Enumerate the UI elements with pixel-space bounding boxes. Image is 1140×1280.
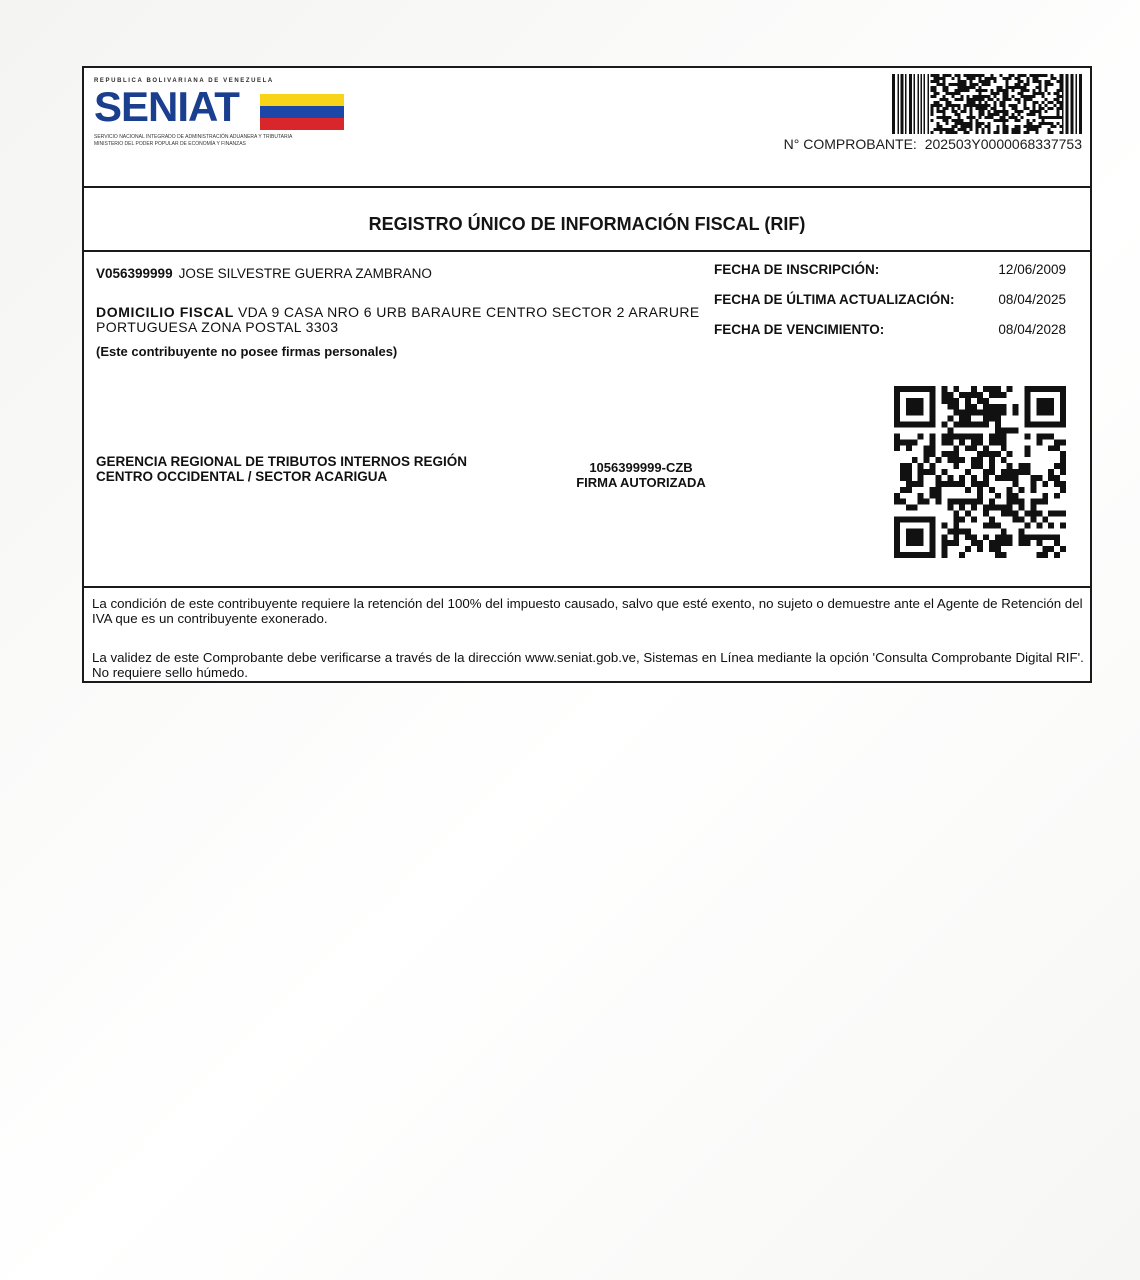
domicilio-fiscal [96,305,706,335]
date-value: 12/06/2009 [998,262,1066,277]
date-label: FECHA DE ÚLTIMA ACTUALIZACIÓN: [714,292,955,307]
date-row [714,322,1066,352]
comprobante-label: N° COMPROBANTE: [783,136,917,152]
domicilio-label: DOMICILIO FISCAL [96,304,234,320]
date-value: 08/04/2025 [998,292,1066,307]
flag-red [260,118,344,130]
date-label: FECHA DE VENCIMIENTO: [714,322,885,337]
taxpayer-name: JOSE SILVESTRE GUERRA ZAMBRANO [178,266,432,281]
logo-subtitle-1: SERVICIO NACIONAL INTEGRADO DE ADMINISTRACIÓN ADUANERA Y TRIBUTARIA [94,134,293,140]
signature-code: 1056399999-CZB [589,460,693,475]
comprobante-number [784,136,1082,152]
authorized-signature [546,460,736,490]
logo-subtitle-2: MINISTERIO DEL PODER POPULAR DE ECONOMÍA Y FINANZAS [94,141,246,147]
flag-stripes [260,94,344,130]
divider [84,186,1090,188]
rif-number: V056399999 [96,266,173,281]
date-value: 08/04/2028 [998,322,1066,337]
logo-wordmark: SENIAT [94,83,239,130]
rif-certificate [82,66,1092,683]
flag-yellow [260,94,344,106]
regional-office: GERENCIA REGIONAL DE TRIBUTOS INTERNOS REGIÓN CENTRO OCCIDENTAL / SECTOR ACARIGUA [96,454,468,484]
republic-text: REPUBLICA BOLIVARIANA DE VENEZUELA [94,78,274,84]
document-title: REGISTRO ÚNICO DE INFORMACIÓN FISCAL (RIF) [368,214,806,234]
domicilio-value: VDA 9 CASA NRO 6 URB BARAURE CENTRO SECTOR 2 ARARURE PORTUGUESA ZONA POSTAL 3303 [96,304,700,335]
signature-label: FIRMA AUTORIZADA [576,475,706,490]
date-label: FECHA DE INSCRIPCIÓN: [714,262,880,277]
flag-blue [260,106,344,118]
taxpayer-line [96,266,432,281]
date-row [714,292,1066,322]
validity-note: La validez de este Comprobante debe verificarse a través de la dirección www.seniat.gob.ve, Sistemas en Línea mediante la opción 'Consulta Comprobante Digital RIF'. No requiere sello húmedo. [92,650,1084,680]
divider [84,586,1090,588]
logo-subtitle [94,134,292,148]
divider [84,250,1090,252]
date-row [714,262,1066,292]
barcode-icon [892,74,1082,134]
no-signatures-note: (Este contribuyente no posee firmas personales) [96,344,398,359]
retention-note: La condición de este contribuyente requiere la retención del 100% del impuesto causado, salvo que esté exento, no sujeto o demuestre ante el Agente de Retención del IVA que es un contribuyente exonerado. [92,596,1083,626]
dates-block [714,262,1066,352]
qr-code-icon [894,386,1066,558]
comprobante-value: 202503Y0000068337753 [924,136,1082,152]
seniat-logo [92,76,342,156]
